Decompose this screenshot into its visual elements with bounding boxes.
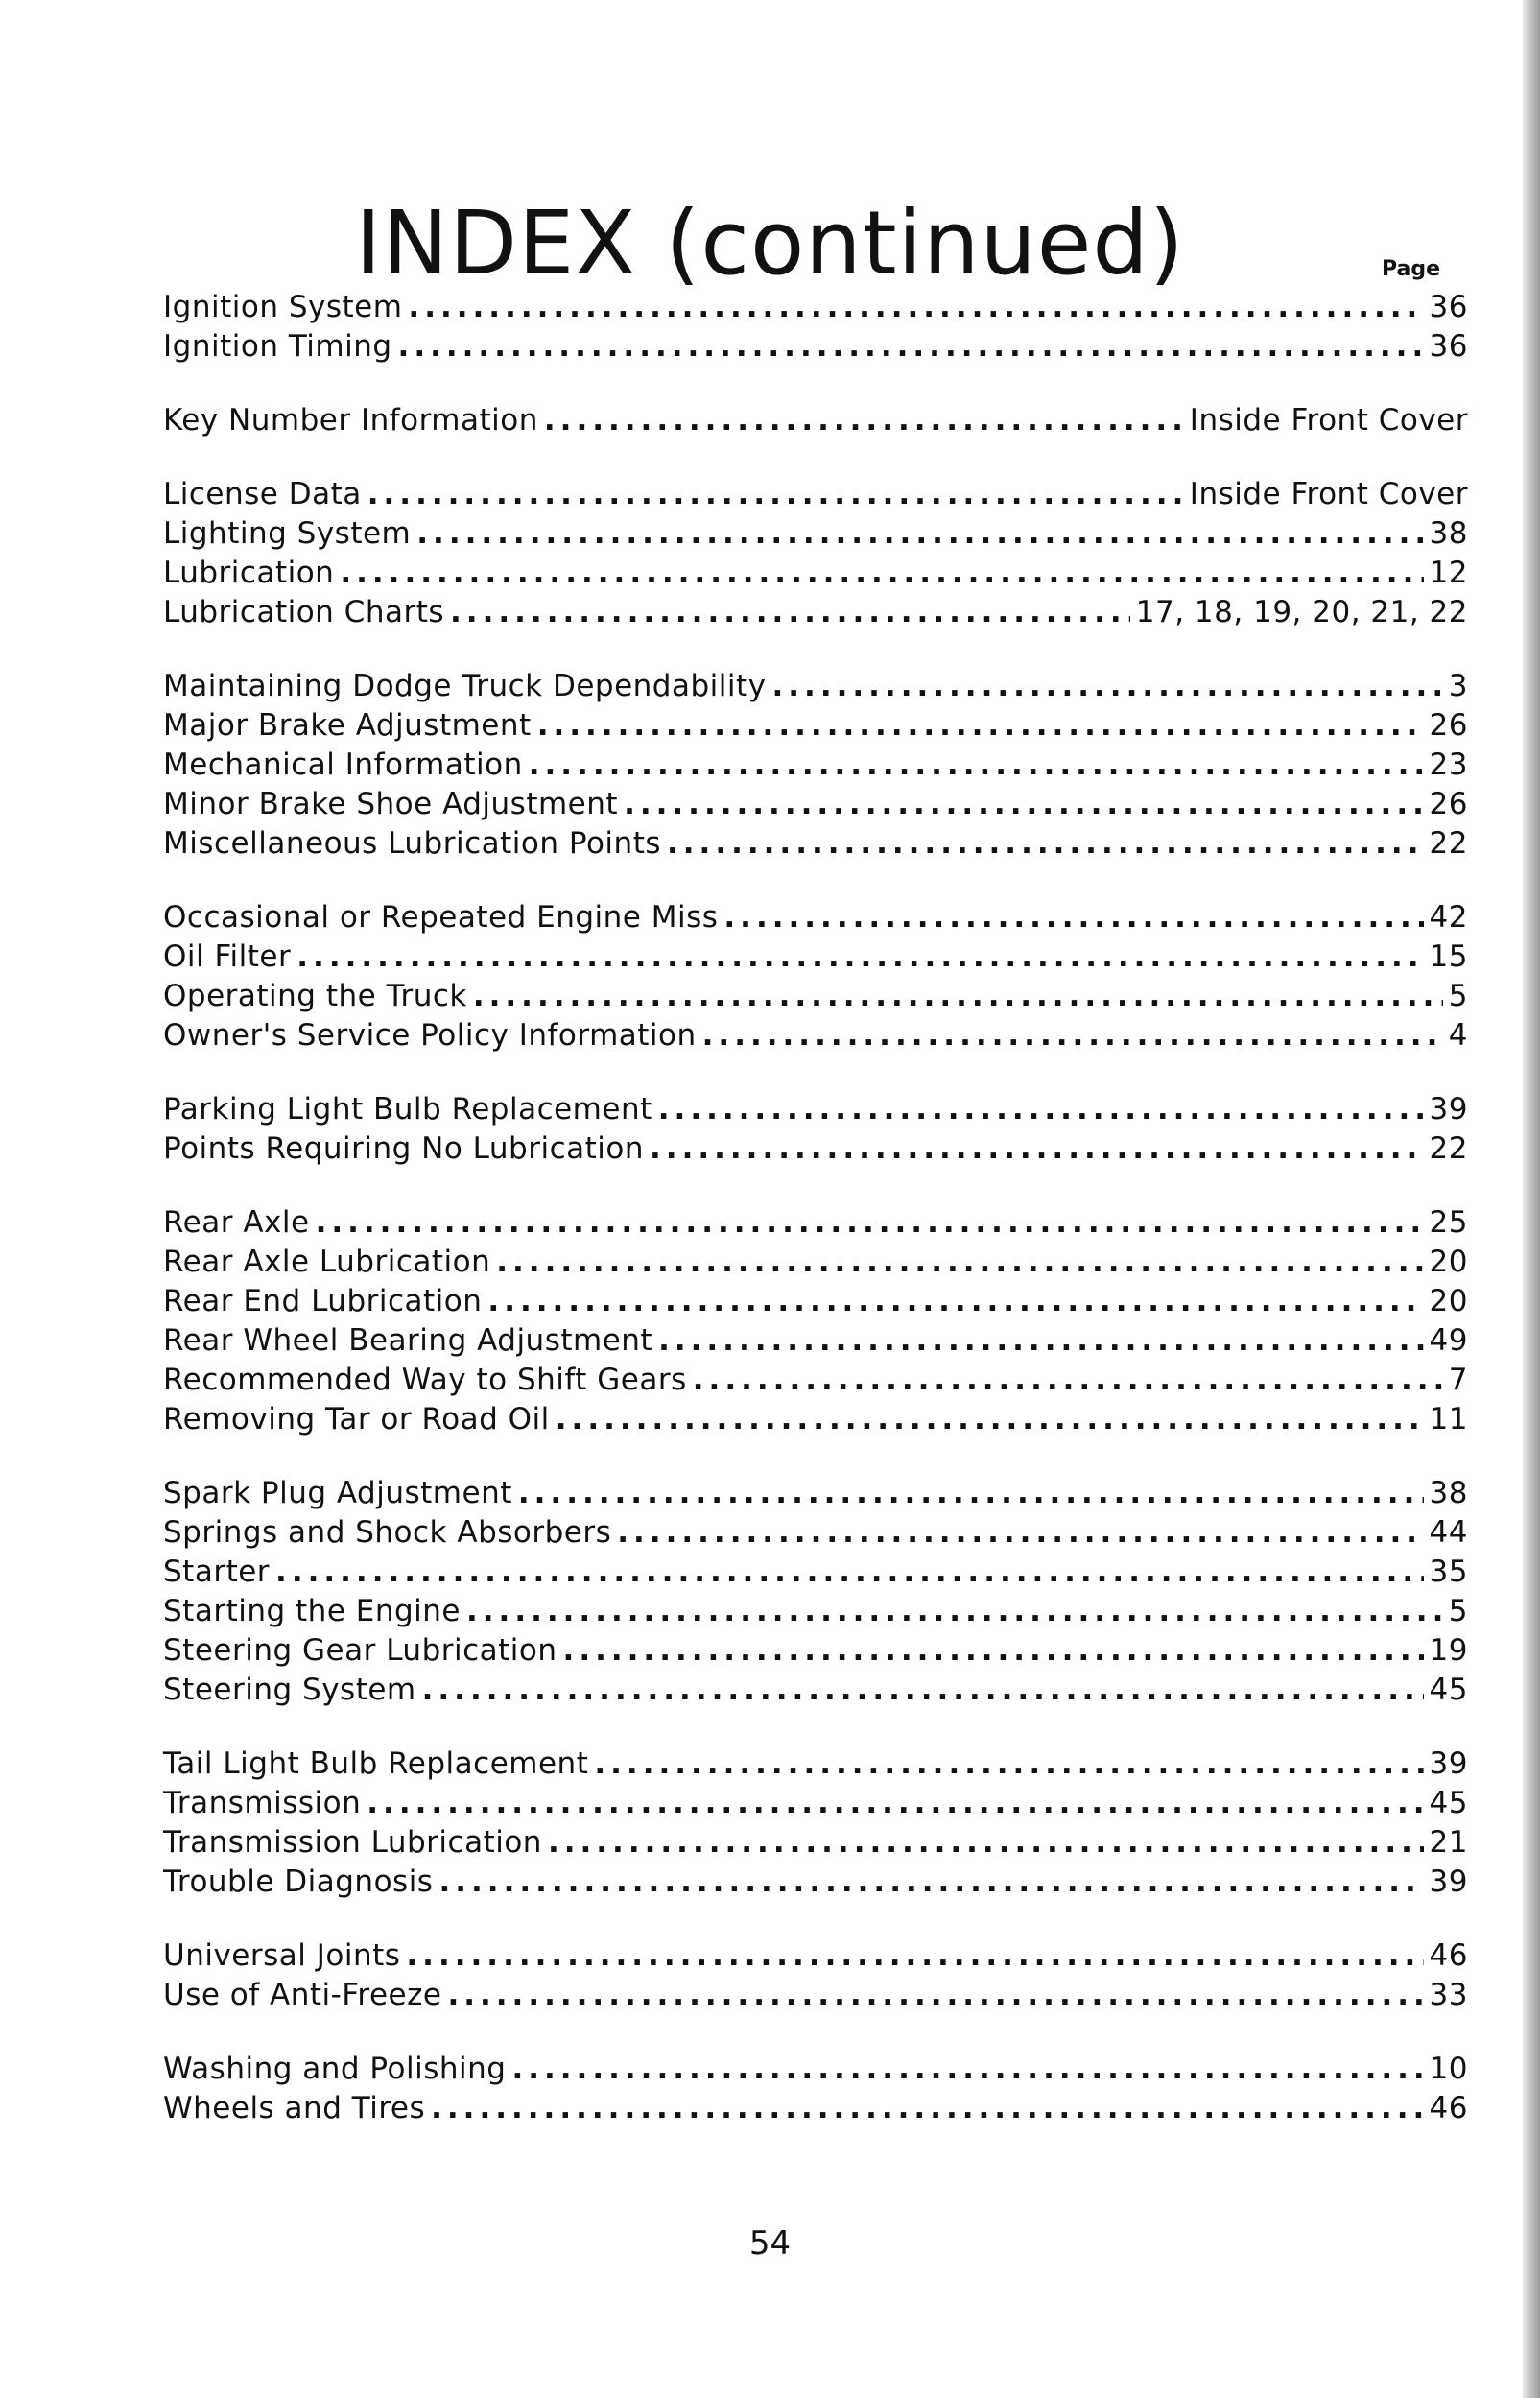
index-entry [163,554,1468,593]
entry-page-reference: 5 [1448,979,1468,1013]
entry-page-reference: 19 [1429,1633,1468,1668]
entry-label: Rear Wheel Bearing Adjustment [163,1323,653,1358]
entry-label: Miscellaneous Lubrication Points [163,826,661,861]
dot-leader [723,898,1423,938]
index-entry [163,1745,1468,1784]
entry-page-reference: 17, 18, 19, 20, 21, 22 [1135,595,1468,629]
dot-leader [544,401,1184,440]
entry-page-reference: 7 [1448,1363,1468,1397]
page-column-label: Page [1382,257,1441,281]
index-group [163,401,1468,440]
dot-leader [275,1553,1424,1592]
dot-leader [416,514,1423,554]
dot-leader [496,1243,1423,1282]
entry-page-reference: 10 [1429,2052,1468,2086]
entry-page-reference: 38 [1429,1476,1468,1510]
index-group [163,898,1468,1056]
entry-page-reference: 49 [1429,1323,1468,1358]
entry-label: Rear End Lubrication [163,1284,483,1318]
dot-leader [316,1203,1424,1243]
index-entry [163,1592,1468,1631]
dot-leader [556,1400,1424,1439]
dot-leader [408,288,1423,327]
index-entry [163,898,1468,938]
entry-page-reference: 42 [1429,900,1468,935]
index-entry [163,1321,1468,1361]
entry-label: Occasional or Repeated Engine Miss [163,900,719,935]
index-entry [163,1671,1468,1710]
index-entry [163,1361,1468,1400]
entry-page-reference: 11 [1429,1402,1468,1436]
index-entry [163,1203,1468,1243]
index-entry [163,1016,1468,1056]
entry-label: Rear Axle Lubrication [163,1245,491,1279]
dot-leader [667,824,1424,864]
entry-page-reference: 4 [1448,1018,1468,1053]
dot-leader [473,977,1443,1016]
index-group [163,1745,1468,1902]
entry-label: Key Number Information [163,403,538,438]
index-group [163,1936,1468,2015]
entry-label: Major Brake Adjustment [163,708,532,743]
index-entry [163,1863,1468,1902]
entry-label: Parking Light Bulb Replacement [163,1092,652,1127]
dot-leader [563,1631,1424,1671]
index-entry [163,1243,1468,1282]
dot-leader [702,1016,1443,1056]
entry-label: Ignition System [163,290,403,324]
dot-leader [511,2050,1423,2089]
entry-label: Steering Gear Lubrication [163,1633,557,1668]
index-entry [163,288,1468,327]
index-group [163,1203,1468,1439]
dot-leader [450,593,1130,632]
entry-label: License Data [163,477,362,511]
index-entry [163,785,1468,824]
entry-label: Minor Brake Shoe Adjustment [163,787,619,821]
dot-leader [431,2089,1423,2128]
entry-page-reference: 45 [1429,1786,1468,1820]
entry-label: Oil Filter [163,939,292,974]
dot-leader [466,1592,1443,1631]
entry-label: Trouble Diagnosis [163,1864,434,1899]
entry-label: Removing Tar or Road Oil [163,1402,550,1436]
entry-label: Spark Plug Adjustment [163,1476,512,1510]
entry-label: Transmission Lubrication [163,1825,542,1860]
index-entry [163,824,1468,864]
entry-label: Starting the Engine [163,1594,461,1628]
index-entry [163,1936,1468,1976]
index-entry [163,1631,1468,1671]
index-entry [163,1976,1468,2015]
entry-page-reference: 3 [1448,669,1468,703]
entry-label: Rear Axle [163,1205,310,1240]
dot-leader [487,1282,1423,1321]
dot-leader [548,1823,1424,1863]
index-group [163,2050,1468,2128]
entry-label: Universal Joints [163,1938,401,1973]
index-group [163,1090,1468,1169]
index-entry [163,2050,1468,2089]
index-entry [163,1400,1468,1439]
entry-label: Washing and Polishing [163,2052,507,2086]
index-entry [163,327,1468,367]
entry-label: Recommended Way to Shift Gears [163,1363,687,1397]
dot-leader [518,1474,1424,1513]
dot-leader [406,1936,1423,1976]
dot-leader [529,746,1424,785]
index-entry [163,1784,1468,1823]
entry-label: Maintaining Dodge Truck Dependability [163,669,767,703]
entry-page-reference: 26 [1429,787,1468,821]
dot-leader [367,1784,1423,1823]
entry-page-reference: 44 [1429,1515,1468,1550]
dot-leader [617,1513,1423,1553]
entry-label: Use of Anti-Freeze [163,1978,442,2012]
entry-page-reference: 12 [1429,556,1468,590]
page-edge-shadow [1523,0,1540,2398]
index-entry [163,1823,1468,1863]
index-entries [163,288,1468,2163]
entry-label: Mechanical Information [163,748,523,782]
entry-page-reference: 36 [1429,329,1468,364]
index-group [163,288,1468,367]
index-entry [163,667,1468,706]
entry-page-reference: 39 [1429,1092,1468,1127]
dot-leader [771,667,1442,706]
dot-leader [296,938,1423,977]
dot-leader [447,1976,1423,2015]
entry-page-reference: 5 [1448,1594,1468,1628]
dot-leader [340,554,1423,593]
index-entry [163,1090,1468,1129]
dot-leader [693,1361,1443,1400]
entry-page-reference: 20 [1429,1245,1468,1279]
dot-leader [398,327,1424,367]
entry-page-reference: 21 [1429,1825,1468,1860]
entry-page-reference: 22 [1429,826,1468,861]
entry-label: Operating the Truck [163,979,467,1013]
entry-label: Transmission [163,1786,362,1820]
entry-label: Tail Light Bulb Replacement [163,1746,589,1781]
entry-page-reference: 26 [1429,708,1468,743]
entry-page-reference: 23 [1429,748,1468,782]
index-entry [163,514,1468,554]
entry-page-reference: 22 [1429,1131,1468,1166]
index-entry [163,1474,1468,1513]
entry-page-reference: 45 [1429,1673,1468,1707]
entry-page-reference: 15 [1429,939,1468,974]
index-group [163,667,1468,864]
entry-page-reference: 33 [1429,1978,1468,2012]
entry-label: Ignition Timing [163,329,392,364]
index-entry [163,1282,1468,1321]
entry-label: Wheels and Tires [163,2091,426,2125]
index-entry [163,1553,1468,1592]
entry-page-reference: 20 [1429,1284,1468,1318]
dot-leader [624,785,1423,824]
index-entry [163,1513,1468,1553]
entry-label: Lighting System [163,516,412,551]
entry-page-reference: 38 [1429,516,1468,551]
entry-label: Steering System [163,1673,416,1707]
page-number: 54 [748,2224,792,2263]
entry-page-reference: 36 [1429,290,1468,324]
index-entry [163,706,1468,746]
index-entry [163,593,1468,632]
page-title: INDEX (continued) [355,191,1185,295]
dot-leader [658,1090,1424,1129]
index-entry [163,2089,1468,2128]
dot-leader [658,1321,1423,1361]
entry-page-reference: 46 [1429,1938,1468,1973]
index-entry [163,746,1468,785]
entry-label: Lubrication [163,556,335,590]
entry-label: Lubrication Charts [163,595,445,629]
entry-page-reference: Inside Front Cover [1189,477,1468,511]
entry-label: Springs and Shock Absorbers [163,1515,612,1550]
entry-page-reference: 39 [1429,1746,1468,1781]
entry-label: Owner's Service Policy Information [163,1018,697,1053]
entry-page-reference: Inside Front Cover [1189,403,1468,438]
dot-leader [422,1671,1424,1710]
dot-leader [367,475,1184,514]
dot-leader [594,1745,1423,1784]
index-group [163,475,1468,632]
entry-page-reference: 25 [1429,1205,1468,1240]
index-entry [163,977,1468,1016]
entry-label: Starter [163,1555,271,1589]
dot-leader [650,1129,1424,1169]
index-group [163,1474,1468,1710]
index-entry [163,401,1468,440]
index-entry [163,1129,1468,1169]
entry-page-reference: 46 [1429,2091,1468,2125]
entry-page-reference: 35 [1429,1555,1468,1589]
dot-leader [438,1863,1423,1902]
entry-page-reference: 39 [1429,1864,1468,1899]
dot-leader [537,706,1424,746]
entry-label: Points Requiring No Lubrication [163,1131,645,1166]
index-entry [163,475,1468,514]
index-entry [163,938,1468,977]
